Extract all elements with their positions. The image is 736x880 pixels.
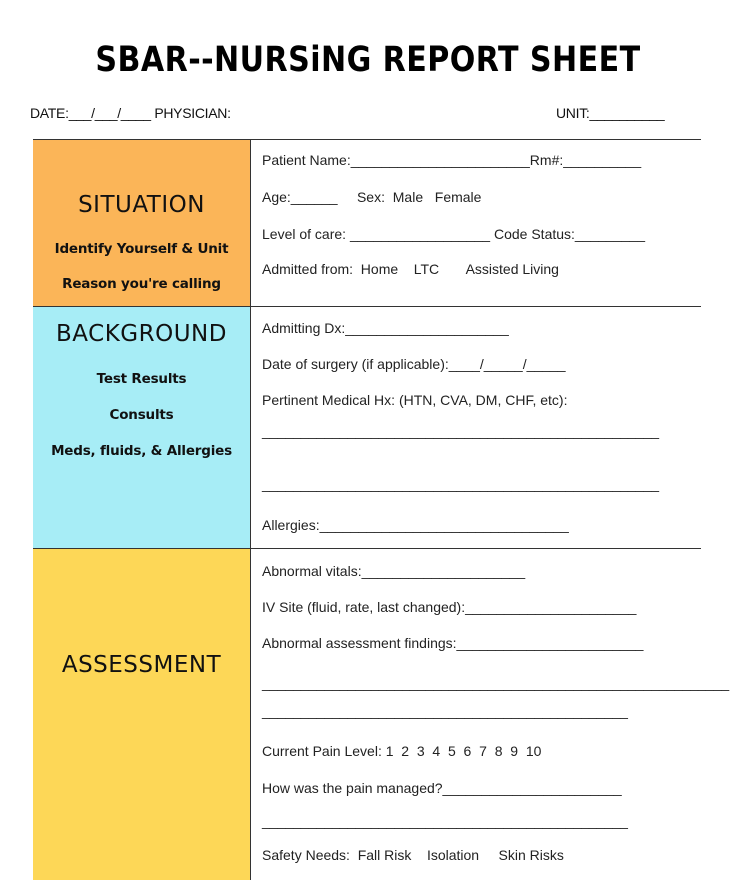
level-of-care-field[interactable]: Level of care: __________________ Code Status:_________ [262,226,645,242]
safety-needs-field[interactable]: Safety Needs: Fall Risk Isolation Skin Risks [262,847,564,863]
situation-sub-1: Identify Yourself & Unit [54,241,229,257]
date-of-surgery-field[interactable]: Date of surgery (if applicable):____/_____/_____ [262,356,566,372]
background-sub-2: Consults [109,407,174,423]
divider [33,548,701,549]
background-title: BACKGROUND [56,321,227,347]
pain-level-field[interactable]: Current Pain Level: 1 2 3 4 5 6 7 8 9 10 [262,743,542,759]
assessment-title: ASSESSMENT [61,652,222,678]
allergies-field[interactable]: Allergies:________________________________ [262,517,569,533]
date-physician-field[interactable]: DATE:___/___/____ PHYSICIAN: [30,105,231,121]
assessment-findings-line-1[interactable]: ____________________________________________________________ [262,675,730,691]
medical-hx-line-1[interactable]: ___________________________________________________ [262,423,660,439]
situation-block [33,140,250,306]
background-sub-1: Test Results [96,371,187,387]
situation-sub-2: Reason you're calling [62,276,221,292]
divider [33,139,701,140]
unit-field[interactable]: UNIT:__________ [556,105,665,121]
medical-hx-field[interactable]: Pertinent Medical Hx: (HTN, CVA, DM, CHF, etc): [262,392,568,408]
divider [250,139,251,880]
admitting-dx-field[interactable]: Admitting Dx:_____________________ [262,320,509,336]
background-block [33,307,250,548]
iv-site-field[interactable]: IV Site (fluid, rate, last changed):______________________ [262,599,637,615]
assessment-block [33,549,250,880]
pain-managed-field[interactable]: How was the pain managed?_______________________ [262,780,622,796]
age-sex-field[interactable]: Age:______ Sex: Male Female [262,189,482,205]
medical-hx-line-2[interactable]: ___________________________________________________ [262,476,660,492]
assessment-findings-field[interactable]: Abnormal assessment findings:________________________ [262,635,644,651]
pain-managed-line[interactable]: _______________________________________________ [262,813,628,829]
background-sub-3: Meds, fluids, & Allergies [51,443,232,459]
page-title: SBAR--NURSiNG REPORT SHEET [95,40,641,80]
situation-title: SITUATION [78,192,205,218]
assessment-findings-line-2[interactable]: _______________________________________________ [262,703,628,719]
patient-name-field[interactable]: Patient Name:_______________________Rm#:__________ [262,152,642,168]
divider [33,306,701,307]
abnormal-vitals-field[interactable]: Abnormal vitals:_____________________ [262,563,526,579]
admitted-from-field[interactable]: Admitted from: Home LTC Assisted Living [262,261,559,277]
